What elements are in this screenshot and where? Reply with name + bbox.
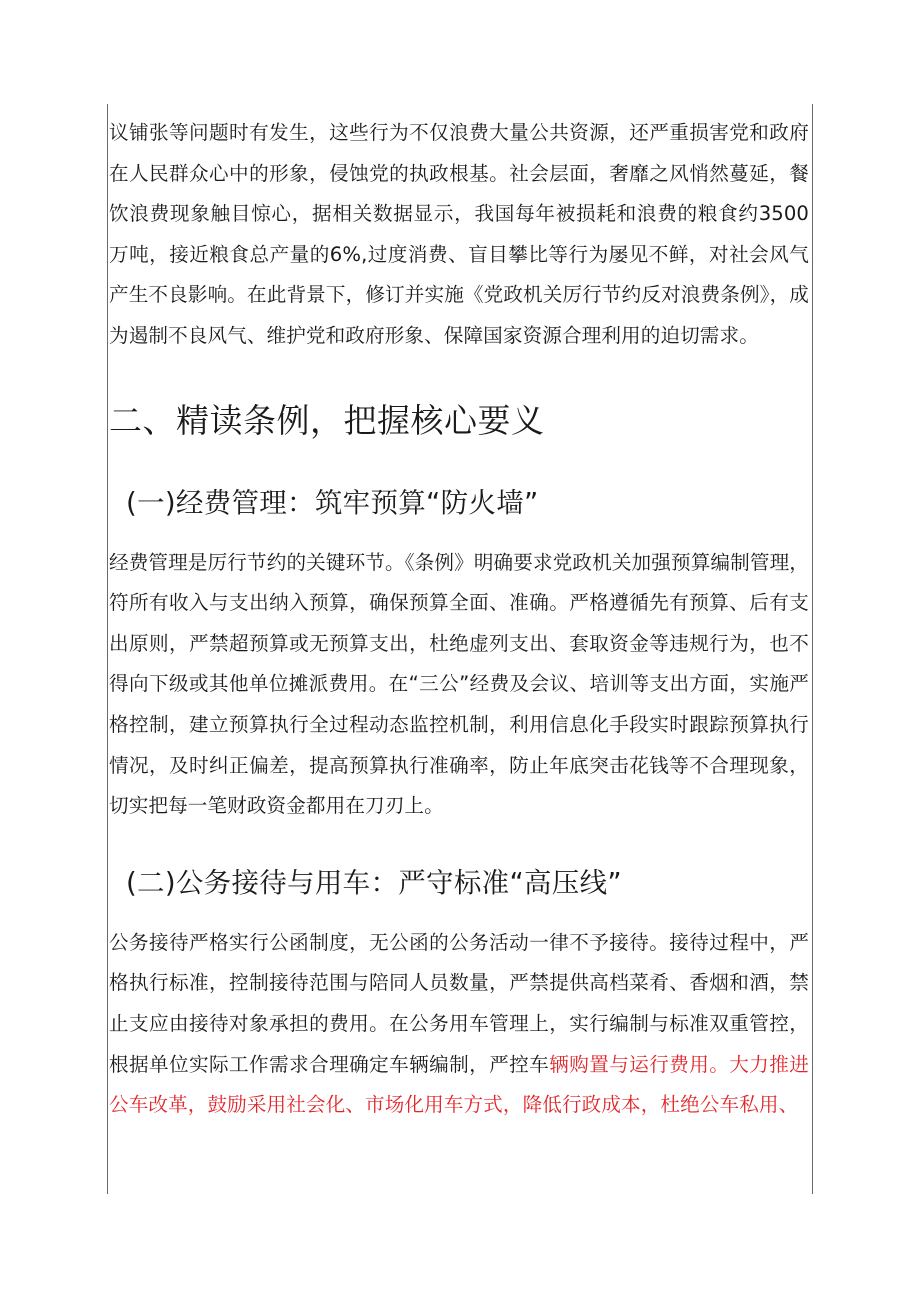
section-heading: 二、精读条例，把握核心要义 (109, 400, 545, 440)
subsection-2-text: 公务接待严格实行公函制度，无公函的公务活动一律不予接待。接待过程中，严格执行标准，控制接待范围与陪同人员数量，严禁提供高档菜肴、香烟和酒，禁止支应由接待对象承担的费用。在公务用车管理上，实行编制与标准双重管控，根据单位实际工作需求合理确定车辆编制，严控车 (109, 930, 809, 1076)
intro-paragraph: 议铺张等问题时有发生，这些行为不仅浪费大量公共资源，还严重损害党和政府在人民群众心中的形象，侵蚀党的执政根基。社会层面，奢靡之风悄然蔓延，餐饮浪费现象触目惊心，据相关数据显示，我国每年被损耗和浪费的粮食约3500万吨，接近粮食总产量的6%,过度消费、盲目攀比等行为屡见不鲜，对社会风气产生不良影响。在此背景下，修订并实施《党政机关厉行节约反对浪费条例》，成为遏制不良风气、维护党和政府形象、保障国家资源合理利用的迫切需求。 (109, 121, 809, 347)
subsection-2-heading: (二)公务接待与用车：严守标准“高压线” (126, 866, 622, 899)
document-body (109, 113, 809, 1126)
subsection-2-paragraph (109, 923, 809, 1126)
subsection-2-highlight-text: 辆购置与运行费用。大力推进公车改革，鼓励采用社会化、市场化用车方式，降低行政成本，杜绝公车私用、 (109, 1052, 809, 1117)
subsection-1-paragraph: 经费管理是厉行节约的关键环节。《条例》明确要求党政机关加强预算编制管理，符所有收入与支出纳入预算，确保预算全面、准确。严格遵循先有预算、后有支出原则，严禁超预算或无预算支出，杜绝虚列支出、套取资金等违规行为，也不得向下级或其他单位摊派费用。在“三公”经费及会议、培训等支出方面，实施严格控制，建立预算执行全过程动态监控机制，利用信息化手段实时跟踪预算执行情况，及时纠正偏差，提高预算执行准确率，防止年底突击花钱等不合理现象，切实把每一笔财政资金都用在刀刃上。 (109, 550, 809, 818)
subsection-1-heading: (一)经费管理：筑牢预算“防火墙” (126, 486, 539, 519)
